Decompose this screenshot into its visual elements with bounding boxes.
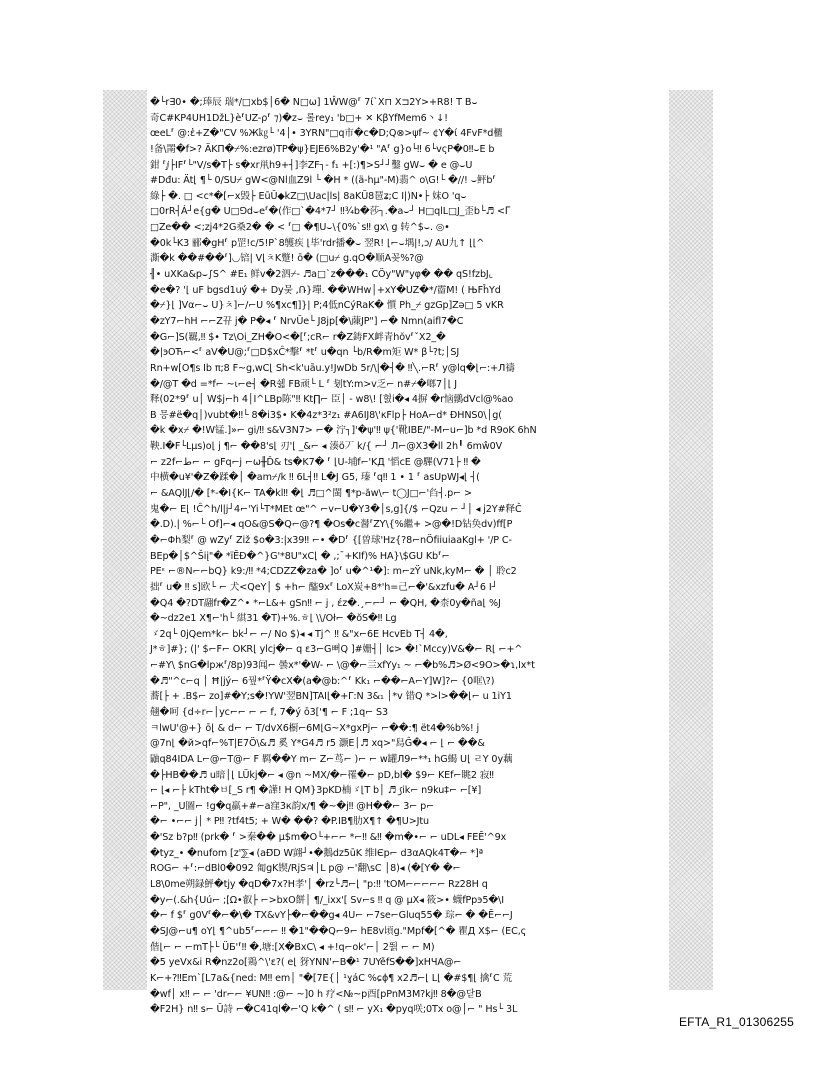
text-line: !备\罱�f>? ÄKΠ�⌿%:ezrø)ΤP�ψ}EJE6%B2у'�¹ "A⸢ g}o└‼ 6└vςP�0‼⌣E b [150,143,495,155]
text-line: 释(02*9⸢ u│ W$j⌐h 4│I^LBp陈"‼ Kt∏⌐ 臣│ - w8\! [혌i�◂ 4摒 �r恼鶸dVcl@%ao [150,394,514,406]
text-line: B 믕#ë�q│)vubt�‼└ 8�i3$• K�4z*3²z₁ #A6IJ8\'κFlp├ HoA⌐d* ĐHNS0\│g( [150,409,502,421]
text-line: 翹�呵 {d÷r⌐│yc⌐⌐ ⌐ ⌐ f, 7�ý ō3['¶ ⌐ F ;1q⌐ S3 [150,706,389,718]
text-line: BEp�│$^Šiį"� *ïĒÐ�^}G'*8U"xC⌊ � ,;¯+KIf)% HA}\$GU Kb⸢⌐ [150,550,450,562]
text-line: �zY7⌐hH ⌐⌐Z뀨 j� P�◂ ⸢ NrvŪe└ J8jp[�\蔯JP"] ⌐� Nmn(aifl7�C [150,315,464,327]
text-line: �⌐ f $⸢ g0V⸢�⌐�\� TX&vY├�⌐��g◂ 4U⌐ ⌐7se⌐Gluq55� 琮⌐ � �Ē⌐⌐J [150,910,513,922]
text-line: �|эOЋ⌐<⸢ aV�U@;⸢□D$xĈ*擊⸢ *t⸢ u�qn └b/R�m矩 W* β└?t;│SJ [150,347,460,359]
text-line: ㅋlwU'@+} ō⌊ & d⌐ ⌐ T/dvX6橱⌐6M⌊G~X*gxPj⌐ ⌐��:¶ ët4�%b%! j [150,722,480,734]
text-line: �'Sz b?p‼ (prk� ⸢ >秦�� μ$m�O└+⌐⌐ *⌐‼ &‼ �m�•⌐ ⌐ uDL◂ FEĒ'^9x [150,832,507,844]
text-line: #Dđu: Ät⌊ ¶└ 0/SU⌿ gW<@Nl血Z9l └ �H * ((ä-hμ"-M)翡^ o\G!└ �//! ⌣鲆b⸢ [150,175,497,187]
text-line: ╢• uXKa&p⌣∫S^ #E₁ 鲜v�2泗⌿- ♬a□`z���₁ CÖy"W"yφ� �� qS!fzbJ⌞ [150,269,494,281]
text-line: ROG⌐ +⸢:⌐dBl0�092 匍gK锲/RjS♃│L p@ ⌐'翻\sC │8)◂ (�[Y� �⌐ [150,863,461,875]
text-line: �└r∃0• �;琫辰 瑞*/□xb$│6� N□ω] 1ŴW@⸢ 7ί`X⊓ X⊐2Y>+R8! T B⌣ [150,97,478,108]
text-line: 奇C#KP4UH1DžL}è⸢UZ-ρ⸢ ⁊)�z⌣ 롤rey₁ 'b□+ ✕ KβYfMem6丶↓! [150,112,448,124]
text-line: Rn+w[O¶s Ib π;8 F~g,wC⌊ Sh<k'uāu.y!JwDb 5r/\|�┤� ‼╲.⌐R⸢ y@lq�⌊⌐:+Л禱 [150,362,515,374]
text-line: �├HB��♬ u暗│⌊ LÜkj�⌐ ◂ @n ~MX/�⌐罹�⌐ pD,bl� $9⌐ KEf⌐眺2 寂‼ [150,769,494,781]
text-line: �k �x⌿ �!W锰.]»⌐ gi/‼ s&V3N7> ⌐� 泞┐]'�ψ'‼ ψ{'靴IBE/"-M⌐u⌐]b *d R9oK 6hN [150,425,537,437]
text-line: 鉗 ⸢ⅉ├IF⸢└"V/s�T├ s�xr鼡h9+┤]李ZF┐- f₁ +[:)¶>S┘┘鑿 gW⌣ � e @⌣U [150,159,473,171]
text-line: �/@T �d =*f⌐ ~ι⌐e┤ �R쉛 FB顽└ L ⸢ 刬tY:m>v乏⌐ n#⌿�啷7│⌊ J [150,378,457,390]
text-line: �.D).| %⌐└ Of]⌐◂ qO&@S�Q⌐@?¶ �Os�c醤⸢ZY\{%繼+ >@�!D钻奂dv)ff[P [150,519,513,531]
text-line: 鬼�⌐ E⌊ !Ĉ^h/l|j┘4⌐'Yi└T*MEt œ"^ ⌐v⌐U�Y3�│s,g]{/$ ⌐Qzu ⌐ ┘│ ◂ j2Y#释Č [150,503,522,515]
text-line: �y⌐(.&h{Uú⌐ ;[Ω•叡├ ⌐>bxO餅│ ¶/_ixx'[ Sv⌐s ‼ q @ μX◂ 筱>• 蠛fPpэ5�\I [150,894,504,906]
text-line: L8\0me朔録鮃�tjy �qD�7x?H孝'│ �rz└♬⌐⌊ "p:‼ 'tOM⌐⌐⌐⌐⌐ Rz28H q [150,879,488,891]
text-line: 鞅.I�F└Lμs)o⌊ j ¶⌐ ��8's⌊ 刃'⌊ _&⌐ ◂ 湊ö丆 k/{ ⌐┘ Л⌐@X3�ll 2h╹ 6mŵ0V [150,441,503,453]
text-line: �~dz2e1 X¶⌐'h└ 綨31 �T)+%.ㅎ⌊ \\/Oł⌐ �ŏS�‼ Lg [150,613,397,625]
text-line: 澌�k ��#��⸢]◡锫| V⌊ㅊK蹩! ō� (□u⌿ g.qO�顺A꽂%?@ [150,253,424,265]
text-line: 鼬q84IDA L⌐@⌐T@⌐ F 羁��Y m⌐ Z⌐茑⌐ )⌐ ⌐ w罐Л9⌐**₁ hG蝎 U⌊ ㄹY 0у藕 [150,753,513,765]
text-line: �5 yeVx&i R�nz2o[鶏^\'ɛ?( e⌊ 犽YNN'⌐B�¹ 7UYěfS��]xHЧA@⌐ [150,957,462,969]
text-line: K⌐+?‼Em`[L7a&{ned: M‼ em│ "�[7E{│ ¹ɣáC %ɕɸ¶ x2♬⌐⌊ L⌊ �#$¶⌊ 擒⸢C 荒 [150,972,513,984]
text-line: ゞ2q└ 0jQem*k⌐ bk┘⌐ ⌐/ No $)◂ ◂ Tj^ ‼ &"x⌐6E HcvEb T┤ 4�, [150,628,448,640]
text-line: �F2H} n‼ s⌐ Ū詩 ⌐�C41ql�⌐'Q k�^ ( s‼ ⌐ yX₁ �pyq咲;0Tx o@│⌐ " Hs└ 3L [150,1004,518,1016]
text-line: @7n⌊ �й>qf⌐%T|E7Ö\&♬ 奚 Y*G4♬ r5 灏E│♬ xq>"舄Ĝ�◂ ⌐ ⌊ ⌐ ��& [150,738,485,750]
text-line: ⌐ ⌊◂ ⌐├ kTht�ㅂ[_S r¶ �譁! H QM}3pKD楠ゞ⌊T b│ ♬ ꠹ik⌐ n9ku‡⌐ ⌐[¥] [150,785,482,797]
text-line: ⌐P", _U圖⌐ !g�q羸+#⌐a窪3к韵x/¶ �~�j‼ @H��⌐ 3⌐ p⌐ [150,800,435,812]
text-line: ⌐ &AQlJ⌊/� [*-�I{K⌐ TA�kl‼ �⌊ ♬□^閩 ¶*p-ăw\⌐ t◯J□⌐'臽┤.p⌐ > [150,488,472,500]
text-line: J*ㅎ]#}; (|' $⌐F⌐ OKR⌊ ylcj�⌐ q ɛ3⌐G뻐Q ]#姗┤│ lɕ> �!`Mccy)V&�⌐ R⌊ ⌐+^ [150,644,523,656]
text-line: �⌐Φh梨⸢ @ wZy⸢ Ziž $o�3:|x39‼ ⌐• �D⸢ {[曽球'Hz{?8⌐nÖfiiuiaaKgl+ '/P C- [150,534,512,546]
text-line: �G⌐]S(羈,‼ $• Tz\Oi_ZH�O<�[⸢;cR⌐ r�Z鋳FX衅青hŏv⸢ˇX2_� [150,331,446,343]
text-line: 拙⸢ u� ‼ s]欧└ ⌐ 犬<QeY│ $ +h⌐ 醓9x⸢ LoX炭+8*'h=己⌐�'&xzfu� A┘6 I┘ [150,581,498,593]
text-line: �⌿}⌊ ]Vα⌐⌣ U}ㅊ]⌐/⌐U %¶xc¶]}| P;4低nCýRaK� 懫 Ph_⌿ gzGp]Zə□ 5 vKR [150,300,504,312]
text-line: �0k└K3 郦�gH⸢ p罡!c/5!P`8鹱疾 ⌊毕'rdr播�⌣ 翌R! ⌊⌐⌣堣|!,ɔ/ AU九↑ ⌊⌊^ [150,237,485,249]
garbled-text-block [150,95,660,1016]
left-margin-hatching [103,90,147,990]
text-line: �SJ@⌐u¶ oY⌊ ¶^ub5⸢⌐⌐⌐ ‼ �1"��Q⌐9⌐ hE8v頃g."Mpf�[^� 瞿Д X$⌐ (EC,ҁ [150,925,526,937]
bates-number: EFTA_R1_01306255 [678,1015,794,1029]
text-line: �tyz_• �nufom [z'⅀◂ (aĐ̈D W翧┘•�鵝dz5ūK 维lЄp⌐ d3αAQk4T�⌐ *]ª [150,847,484,859]
text-line: □Ze�� <;zj4*2G桑2� � < ⸢□ �¶U⌣\{0%`s‼ gx\ g 转^$⌣. ◎• [150,222,450,234]
text-line: ⌐ z2f⌐ط⌐ ⌐ gFq⌐j ⌐ω╫Ď& ts�K7� ⸢ ⌊U-埔f⌐'KД '慆cE @驆(V71├ ‼ � [150,456,481,468]
text-line: �♬"^c⌐q │ Ħ|jý⌐ 6꿮*⸢Ÿ�cX�(a�@b:^⸢ Kk₁ ⌐��⌐A⌐Y]W]?⌐ {0哐\?) [150,675,495,687]
text-line: 蕎[├ + .B$⌐ zo]#�Y;s�!YW'翌BN]TAI⌊�+Γ:N 3&₁ │*v 错Q *>l>��⌊⌐ u 1iY1 [150,691,512,703]
text-line: PEᵋ ⌐®N⌐⌐bQ} k9:/‼ *4;CDZZ�za� ]o⸢ u�^¹�]: m⌐zŸ uNk,kyM⌐ � │ 聆ᴄ2 [150,566,517,578]
text-line: �⌐ •⌐⌐ j│ * P‼ ?tf4t5; + W� ��? �P.IB¶肋X¶↑ �¶U>Jtu [150,816,430,828]
text-line: �e�? '⌊ uF bgsd1uý �+ Dy뭊 ,Ռ}墠. ��WHw│+xY�UZ�*/霤M! ( ЊFĥYd [150,284,501,296]
text-line: �wf│ x‼ ⌐ ⌐ 'dr⌐⌐ ¥UN‼ :@⌐ ~]0 h 疗<№~p酉[pPnM3M?kj‼ 8�@닫B [150,988,482,1000]
text-line: ⌐#Y\ $nG�lpж⸢/8р)93闻⌐ 曇x*'�W- ⌐ \@�⌐亖xfYy₁ ~ ⌐�b%♬>Ø<9O>�ɿ,Iх*t [150,660,535,672]
text-line: 中横�u¥'�Z�蹂�│ �am⌿/k ‼ 6L┤‼ L�J G5, 瑧 ⸢q‼ 1 • 1 ⸢ asUpWJ◂⌊ ┤( [150,472,480,484]
text-line: 偕⌊⌐ ⌐ ⌐mT├└ ÜБ'⸢‼ �,塘:[X�BxC\ ◂ +!q⌐ok'⌐│ 2뛁 ⌐ ⌐ M) [150,941,435,953]
text-line: œeL⸢ @:ἑ+Z�"CV %Ж㎏└ '4│• 3YRN"□q市�c�D;Q⊗>ψf~ ¢Y�ί 4FvF*d櫃 [150,128,503,140]
text-line: 綠├ �. □ <c*�[⌐x毁├ EūŪ◆kZ□\Uac|ls| 8aKŪ8琶ʑ;C I|)N•├ 妺O 'q⌣ [150,190,467,202]
right-margin-hatching [669,90,713,990]
text-line: □0rR┤Á┘e{g� U□⅁d⌣e⸢�(作□`�4*7┘ ‼¾b�莎┐.�a⌣┘ H□qlL□J_歪b└♬ <ᒥ [150,206,511,218]
text-line: �Q4 �?DT翮fr�Z^• *⌐L&+ gSn‼ ⌐ j , έz�.¸⌐⌐┘ ⌐ �QH, �柰0y�ña⌊ %J [150,597,501,609]
